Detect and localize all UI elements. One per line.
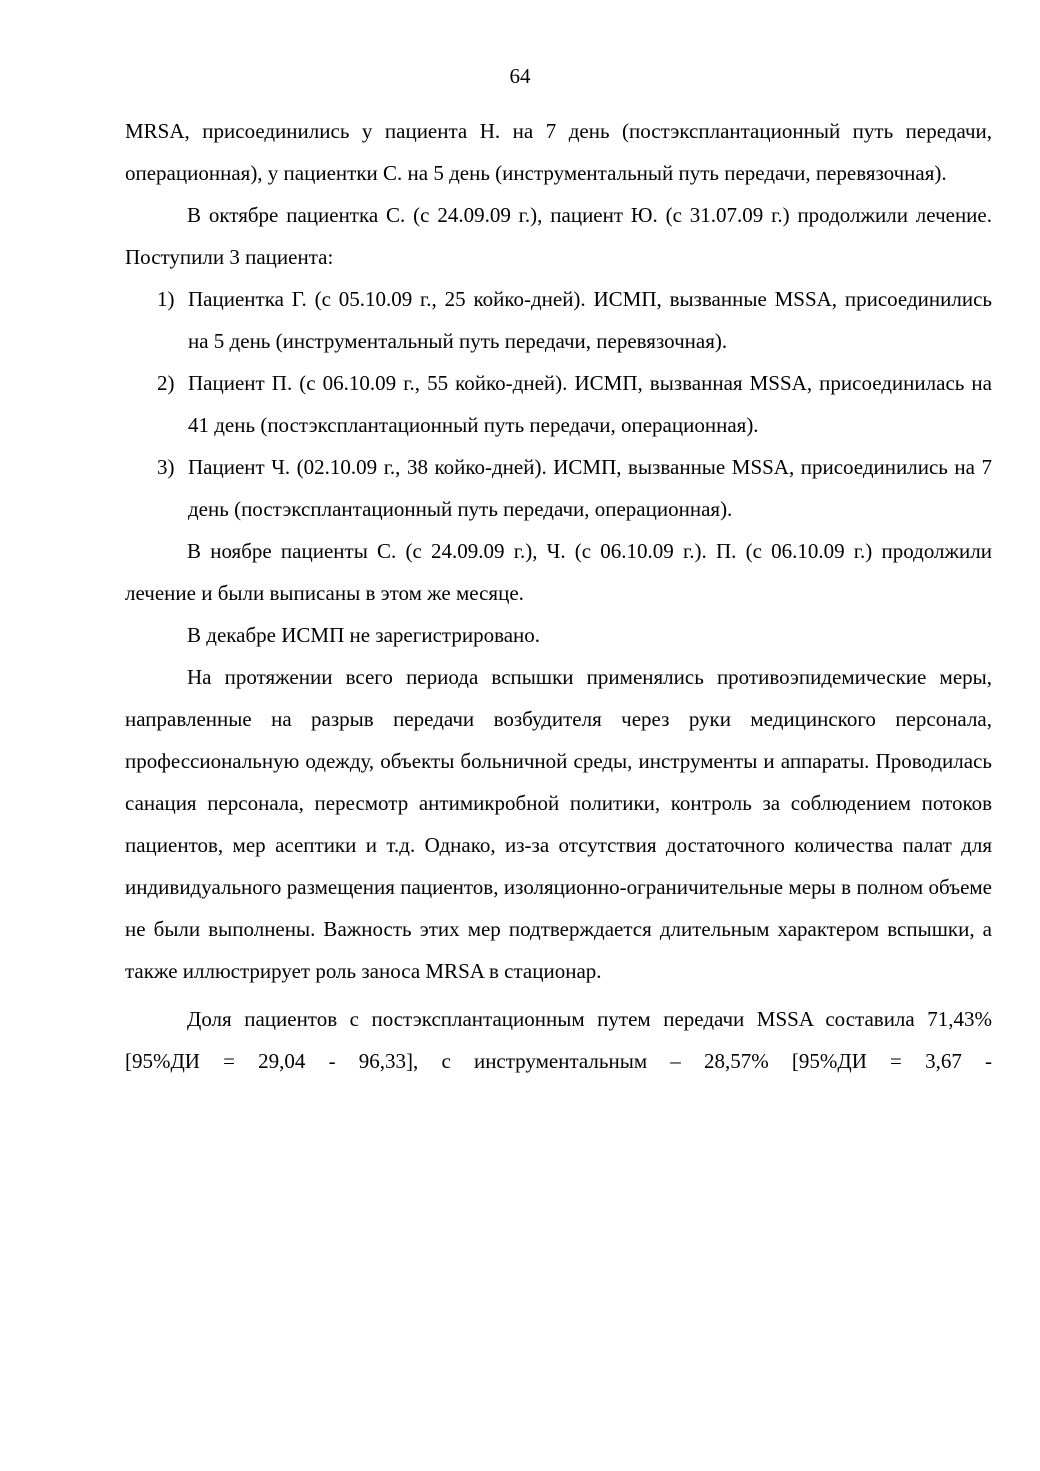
paragraph-share: Доля пациентов с постэксплантационным путем передачи MSSA составила 71,43% [95%ДИ = 29,04 - 96,33], с инструментальным – 28,57% [95%ДИ = 3,67 - bbox=[125, 1007, 992, 1073]
document-body bbox=[125, 110, 992, 1082]
page-number: 64 bbox=[509, 64, 531, 88]
list-marker: 1) bbox=[157, 287, 175, 311]
list-item-text: Пациент П. (с 06.10.09 г., 55 койко-дней). ИСМП, вызванная MSSA, присоединилась на 41 день (постэксплантационный путь передачи, операционная). bbox=[188, 371, 992, 437]
paragraph-november: В ноябре пациенты С. (с 24.09.09 г.), Ч. (с 06.10.09 г.). П. (с 06.10.09 г.) продолжили лечение и были выписаны в этом же месяце. bbox=[125, 539, 992, 605]
list-marker: 2) bbox=[157, 371, 175, 395]
paragraph-december: В декабре ИСМП не зарегистрировано. bbox=[187, 623, 541, 647]
list-item-patient-1 bbox=[125, 278, 992, 362]
paragraph-continuation: MRSA, присоединились у пациента Н. на 7 день (постэксплантационный путь передачи, операционная), у пациентки С. на 5 день (инструментальный путь передачи, перевязочная). bbox=[125, 119, 992, 185]
list-item-patient-2 bbox=[125, 362, 992, 446]
paragraph-october: В октябре пациентка С. (с 24.09.09 г.), пациент Ю. (с 31.07.09 г.) продолжили лечение. Поступили 3 пациента: bbox=[125, 203, 992, 269]
list-item-text: Пациентка Г. (с 05.10.09 г., 25 койко-дней). ИСМП, вызванные MSSA, присоединились на 5 день (инструментальный путь передачи, перевязочная). bbox=[188, 287, 992, 353]
paragraph-measures: На протяжении всего периода вспышки применялись противоэпидемические меры, направленные на разрыв передачи возбудителя через руки медицинского персонала, профессиональную одежду, объекты больничной среды, инструменты и аппараты. Проводилась санация персонала, пересмотр антимикробной политики, контроль за соблюдением потоков пациентов, мер асептики и т.д. Однако, из-за отсутствия достаточного количества палат для индивидуального размещения пациентов, изоляционно-ограничительные меры в полном объеме не были выполнены. Важность этих мер подтверждается длительным характером вспышки, а также иллюстрирует роль заноса MRSA в стационар. bbox=[125, 665, 992, 983]
list-marker: 3) bbox=[157, 455, 175, 479]
list-item-text: Пациент Ч. (02.10.09 г., 38 койко-дней). ИСМП, вызванные MSSA, присоединились на 7 день (постэксплантационный путь передачи, операционная). bbox=[188, 455, 992, 521]
list-item-patient-3 bbox=[125, 446, 992, 530]
